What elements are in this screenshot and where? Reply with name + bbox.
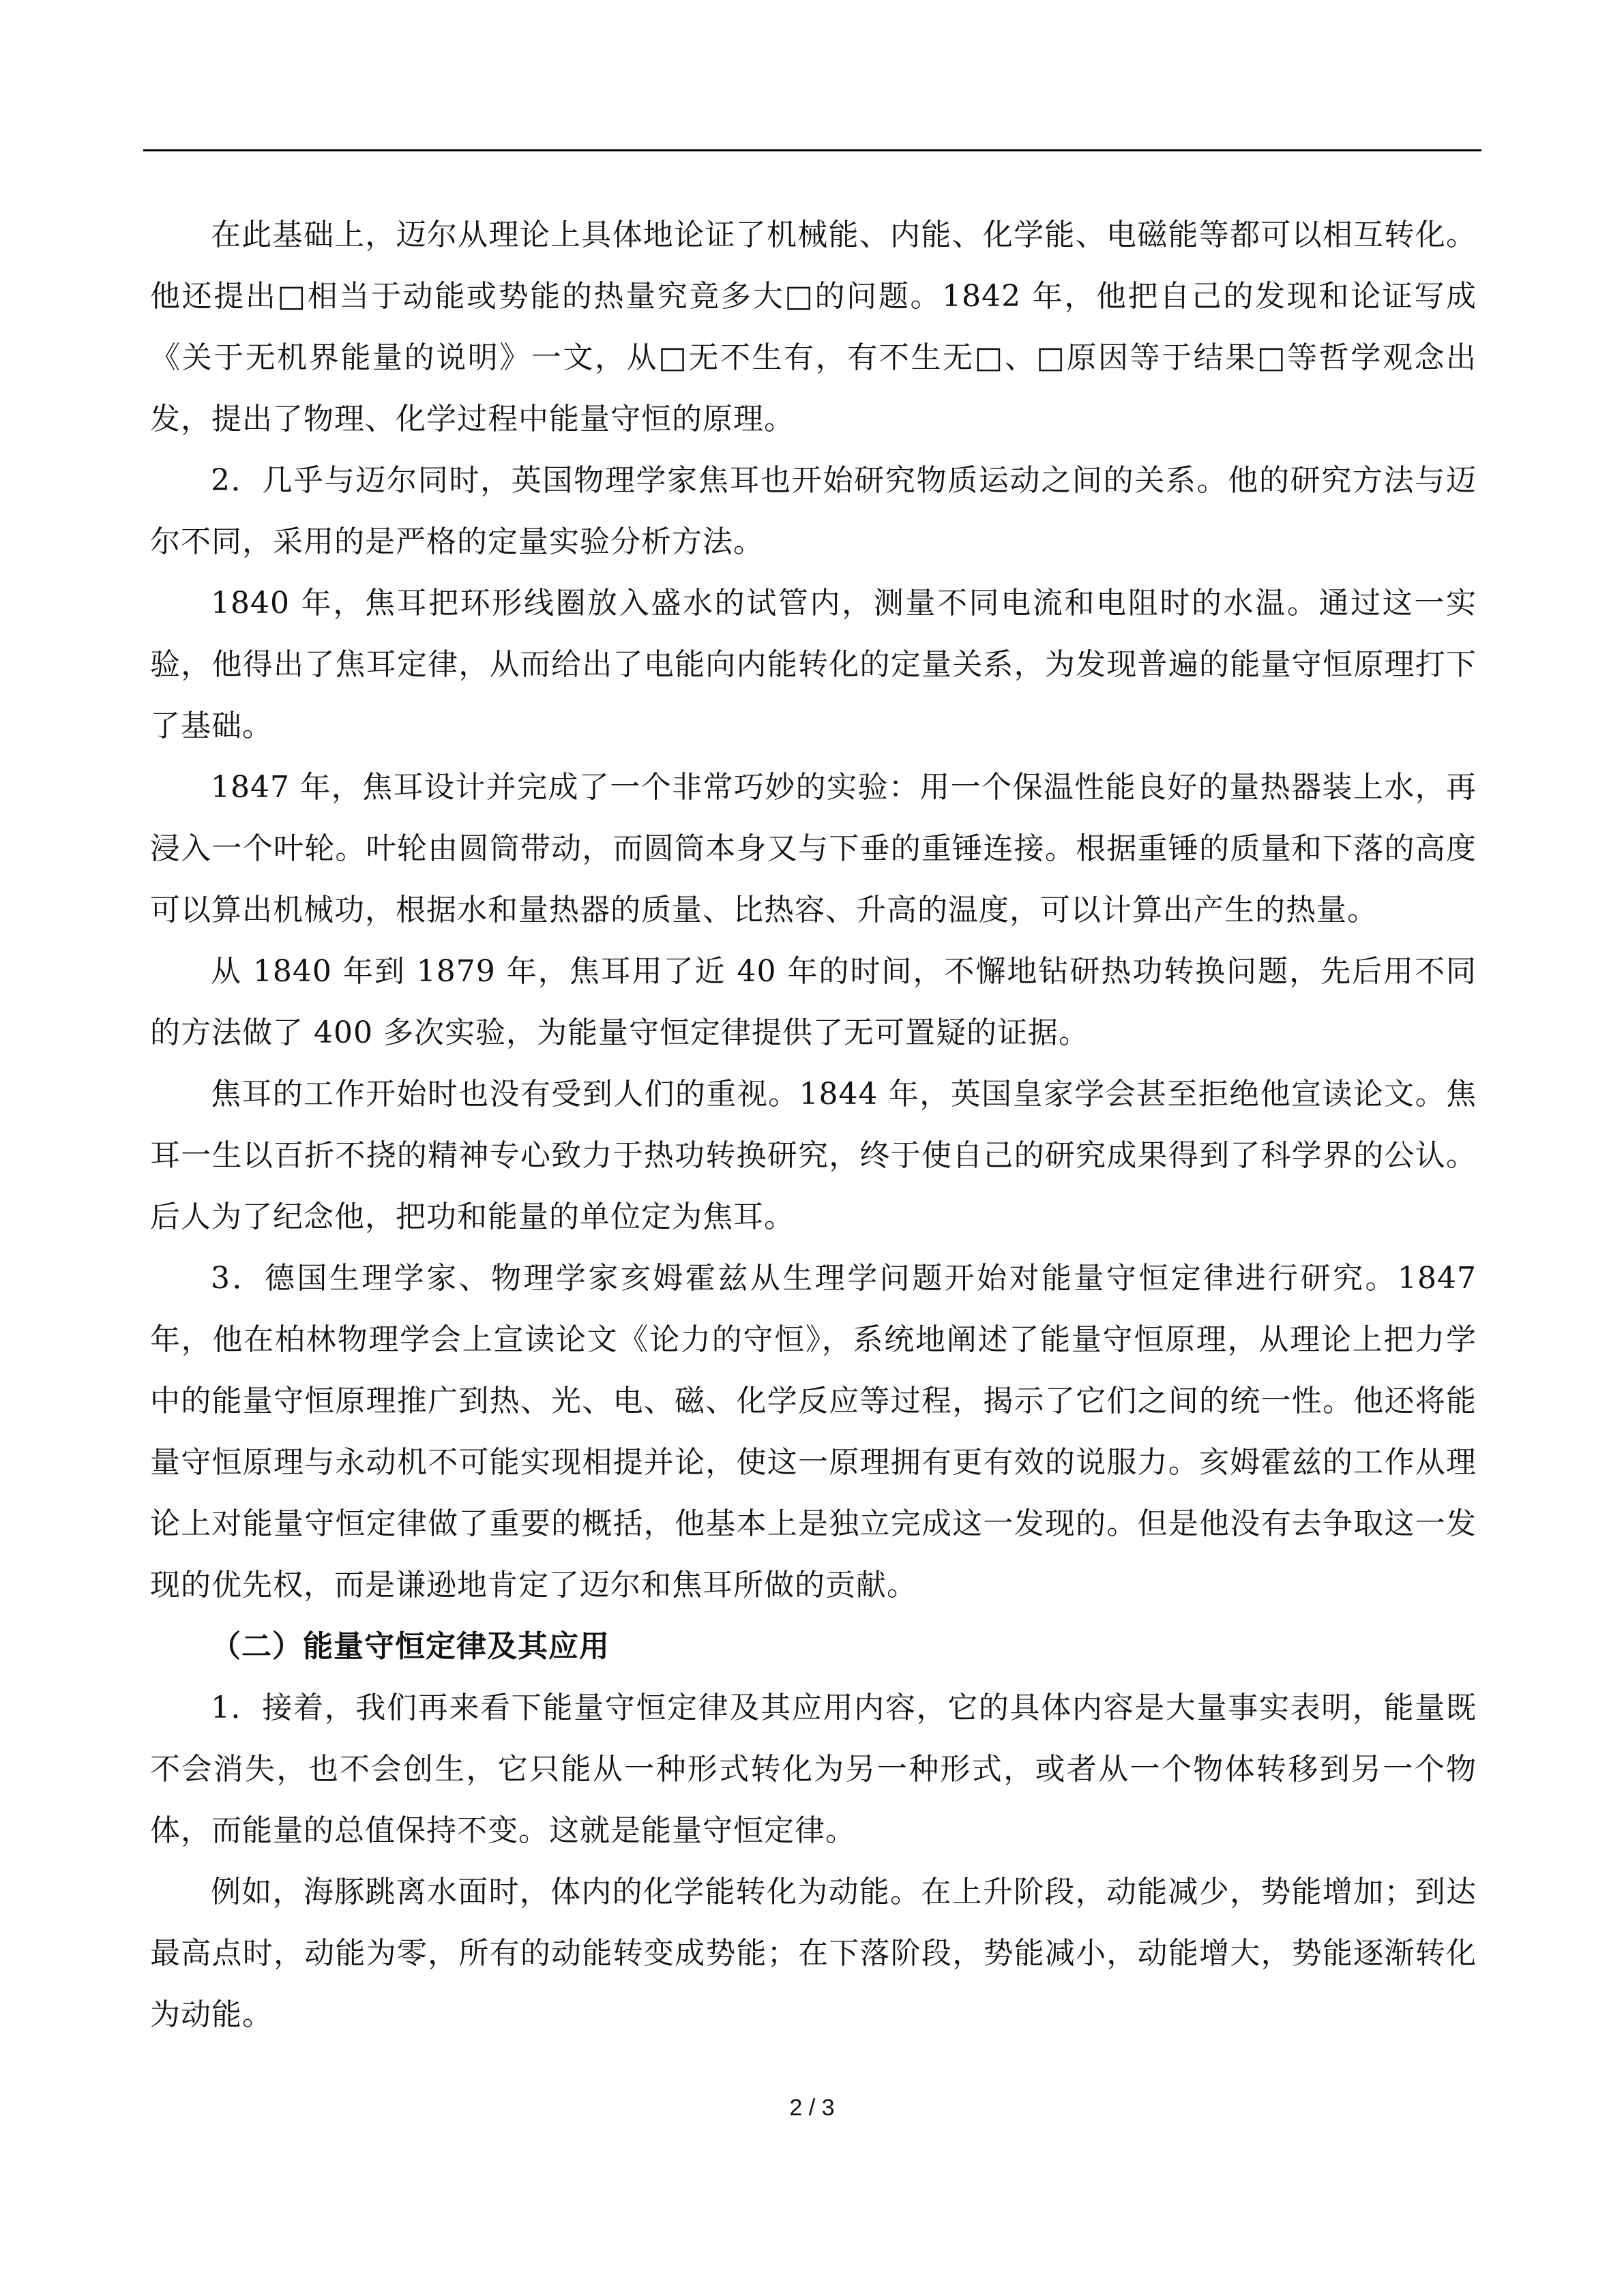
paragraph-dolphin-example: 例如，海豚跳离水面时，体内的化学能转化为动能。在上升阶段，动能减少，势能增加；到达最高点时，动能为零，所有的动能转变成势能；在下落阶段，势能减小，动能增大，势能逐渐转化为动能。 bbox=[150, 1875, 1477, 2032]
section-heading: （二）能量守恒定律及其应用 bbox=[211, 1629, 610, 1664]
header-rule bbox=[143, 149, 1481, 151]
paragraph-mayer-theory: 在此基础上，迈尔从理论上具体地论证了机械能、内能、化学能、电磁能等都可以相互转化。他还提出□相当于动能或势能的热量究竟多大□的问题。1842 年，他把自己的发现和论证写成《关于无机界能量的说明》一文，从□无不生有，有不生无□、□原因等于结果□等哲学观念出发，提出了物理、化学过程中能量守恒的原理。 bbox=[150, 218, 1477, 436]
paragraph-joule-recognition: 焦耳的工作开始时也没有受到人们的重视。1844 年，英国皇家学会甚至拒绝他宣读论文。焦耳一生以百折不挠的精神专心致力于热功转换研究，终于使自己的研究成果得到了科学界的公认。后人为了纪念他，把功和能量的单位定为焦耳。 bbox=[150, 1077, 1477, 1234]
paragraph-joule-intro: 2．几乎与迈尔同时，英国物理学家焦耳也开始研究物质运动之间的关系。他的研究方法与迈尔不同，采用的是严格的定量实验分析方法。 bbox=[150, 463, 1477, 559]
paragraph-joule-1847: 1847 年，焦耳设计并完成了一个非常巧妙的实验：用一个保温性能良好的量热器装上水，再浸入一个叶轮。叶轮由圆筒带动，而圆筒本身又与下垂的重锤连接。根据重锤的质量和下落的高度可以算出机械功，根据水和量热器的质量、比热容、升高的温度，可以计算出产生的热量。 bbox=[150, 770, 1477, 927]
page-number: 2 / 3 bbox=[789, 2095, 835, 2121]
paragraph-helmholtz: 3．德国生理学家、物理学家亥姆霍兹从生理学问题开始对能量守恒定律进行研究。1847 年，他在柏林物理学会上宣读论文《论力的守恒》，系统地阐述了能量守恒原理，从理论上把力学中的能量守恒原理推广到热、光、电、磁、化学反应等过程，揭示了它们之间的统一性。他还将能量守恒原理与永动机不可能实现相提并论，使这一原理拥有更有效的说服力。亥姆霍兹的工作从理论上对能量守恒定律做了重要的概括，他基本上是独立完成这一发现的。但是他没有去争取这一发现的优先权，而是谦逊地肯定了迈尔和焦耳所做的贡献。 bbox=[150, 1261, 1477, 1602]
document-body bbox=[150, 205, 1477, 2046]
paragraph-conservation-law: 1．接着，我们再来看下能量守恒定律及其应用内容，它的具体内容是大量事实表明，能量既不会消失，也不会创生，它只能从一种形式转化为另一种形式，或者从一个物体转移到另一个物体，而能量的总值保持不变。这就是能量守恒定律。 bbox=[150, 1690, 1477, 1848]
paragraph-joule-1840: 1840 年，焦耳把环形线圈放入盛水的试管内，测量不同电流和电阻时的水温。通过这一实验，他得出了焦耳定律，从而给出了电能向内能转化的定量关系，为发现普遍的能量守恒原理打下了基础。 bbox=[150, 586, 1477, 743]
paragraph-joule-40-years: 从 1840 年到 1879 年，焦耳用了近 40 年的时间，不懈地钻研热功转换问题，先后用不同的方法做了 400 多次实验，为能量守恒定律提供了无可置疑的证据。 bbox=[150, 954, 1477, 1050]
